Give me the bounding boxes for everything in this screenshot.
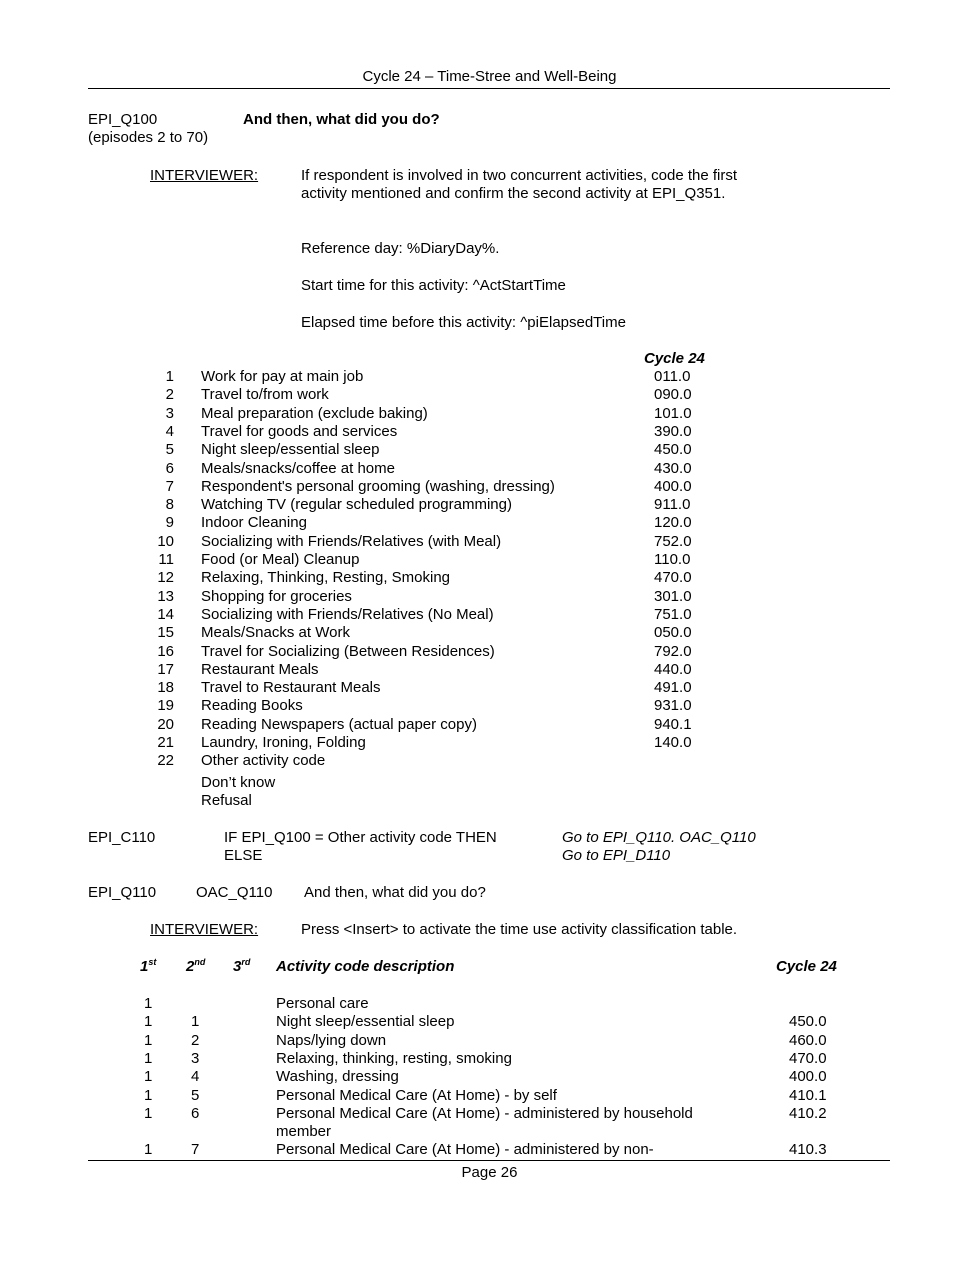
table-header-3rd-sup: rd [241,957,251,967]
activity-cycle-code: 410.1 [789,1086,827,1104]
activity-level1-code: 1 [144,1086,153,1104]
q100-option-label: Indoor Cleaning [201,514,307,532]
q100-option-label: Respondent's personal grooming (washing, dressing) [201,477,555,495]
q100-option-label: Shopping for groceries [201,587,352,605]
q100-option-label: Food (or Meal) Cleanup [201,551,360,568]
table-header-3rd [233,958,250,976]
q100-option-code: 090.0 [654,386,692,404]
activity-description: Night sleep/essential sleep [276,1013,455,1031]
q100-interviewer-label: INTERVIEWER: [150,167,259,184]
q100-option-number: 11 [158,551,174,568]
q100-id: EPI_Q100 [88,111,158,128]
q100-option-row [0,716,979,734]
c110-goto-d110: Go to EPI_D110 [562,847,671,864]
q100-option-label: Travel to Restaurant Meals [201,679,381,697]
q100-option-row [0,697,979,715]
q100-option-row [0,533,979,551]
q100-option-code: 101.0 [654,404,692,422]
table-header-2nd [186,958,205,976]
q100-option-row [0,624,979,642]
page-header-title: Cycle 24 – Time-Stree and Well-Being [362,68,617,85]
q100-option-number: 22 [157,752,174,770]
c110-id: EPI_C110 [88,829,156,846]
activity-cycle-code: 410.3 [789,1141,827,1159]
q100-option-row [0,752,979,770]
q100-option-code: 140.0 [654,734,692,751]
q100-reference-day: Reference day: %DiaryDay%. [301,240,500,257]
c110-else-text: ELSE [224,847,263,864]
activity-level2-code: 5 [191,1086,200,1104]
activity-level1-code: 1 [144,1068,153,1086]
table-header-1st [140,958,156,976]
q100-option-row [0,588,979,606]
table-header-description: Activity code description [276,958,455,975]
q100-option-row [0,386,979,404]
table-header-1st-num: 1 [140,958,149,975]
q100-option-label: Work for pay at main job [201,368,364,385]
q100-option-code: 400.0 [654,477,692,495]
activity-level1-code: 1 [144,1104,153,1122]
activity-cycle-code: 470.0 [789,1049,827,1067]
activity-cycle-code: 450.0 [789,1013,827,1031]
q100-option-row [0,606,979,624]
q100-option-label: Meal preparation (exclude baking) [201,404,428,422]
q100-question: And then, what did you do? [243,111,440,128]
table-header-3rd-num: 3 [233,958,242,975]
q100-option-number: 16 [157,642,174,660]
q100-option-row [0,679,979,697]
q100-option-label: Meals/Snacks at Work [201,624,350,642]
q100-option-row [0,405,979,423]
q100-option-number: 12 [157,569,174,587]
q100-elapsed-time: Elapsed time before this activity: ^piElapsedTime [301,314,626,331]
q100-option-label: Travel for Socializing (Between Residences) [201,642,495,660]
q100-option-code: 430.0 [654,459,692,477]
activity-level2-code: 2 [191,1031,200,1049]
activity-level1-code: 1 [144,1031,153,1049]
q100-option-label: Socializing with Friends/Relatives (No Meal) [201,605,494,623]
q100-option-row [0,368,979,386]
q100-refusal: Refusal [201,792,252,809]
activity-level2-code: 6 [191,1104,200,1122]
q100-option-number: 8 [165,496,174,514]
q100-option-label: Travel to/from work [201,386,329,404]
q100-option-code: 491.0 [654,679,692,697]
q100-option-code: 120.0 [654,514,692,532]
activity-level1-code: 1 [144,1049,153,1067]
q110-question: And then, what did you do? [304,884,486,901]
q100-option-label: Socializing with Friends/Relatives (with Meal) [201,532,502,550]
activity-description: Personal care [276,995,369,1012]
q100-option-row [0,514,979,532]
q100-option-number: 6 [165,459,174,477]
q100-option-code: 011.0 [654,368,691,385]
page-number: Page 26 [461,1164,518,1181]
q100-option-code: 301.0 [654,587,692,605]
q100-option-label: Reading Newspapers (actual paper copy) [201,715,477,733]
q100-option-number: 15 [157,624,174,642]
q110-alt-id: OAC_Q110 [196,884,273,901]
q100-instruction-line2: activity mentioned and confirm the second activity at EPI_Q351. [301,185,726,202]
activity-table-row [0,1105,979,1123]
q100-option-code: 752.0 [654,532,692,550]
activity-table-row [0,1087,979,1105]
q100-option-row [0,478,979,496]
activity-level1-code: 1 [144,995,153,1012]
activity-cycle-code: 460.0 [789,1031,827,1049]
q100-option-label: Other activity code [201,752,326,770]
activity-cycle-code: 410.2 [789,1104,827,1122]
activity-table-row [0,1141,979,1159]
q100-option-row [0,734,979,752]
q100-option-code: 792.0 [654,642,692,660]
q100-option-row [0,496,979,514]
q110-id: EPI_Q110 [88,884,157,901]
q100-dont-know: Don’t know [201,774,276,791]
q100-option-code: 470.0 [654,569,692,587]
q100-option-row [0,551,979,569]
table-header-cycle: Cycle 24 [776,958,837,975]
q100-option-label: Restaurant Meals [201,660,319,678]
activity-description: Washing, dressing [276,1068,399,1086]
q100-option-label: Reading Books [201,697,303,715]
q100-option-number: 19 [157,697,174,715]
activity-level1-code: 1 [144,1141,153,1159]
q100-option-row [0,569,979,587]
activity-table-row [0,1068,979,1086]
c110-if-text: IF EPI_Q100 = Other activity code THEN [224,829,497,846]
q100-start-time: Start time for this activity: ^ActStartTime [301,277,566,294]
q100-option-number: 20 [157,715,174,733]
q100-option-number: 13 [157,587,174,605]
q100-option-row [0,441,979,459]
activity-description: Relaxing, thinking, resting, smoking [276,1049,512,1067]
q100-option-code: 751.0 [654,605,692,623]
q100-option-code: 911.0 [654,496,691,514]
header-rule [88,88,890,89]
c110-goto-q110: Go to EPI_Q110. OAC_Q110 [562,829,756,846]
activity-description: Personal Medical Care (At Home) - administered by non- [276,1141,654,1159]
activity-cycle-code: 400.0 [789,1068,827,1086]
q100-option-code: 050.0 [654,624,692,642]
q100-option-number: 21 [157,734,174,751]
q100-option-number: 1 [165,368,174,385]
q100-option-number: 7 [165,477,174,495]
q100-option-number: 2 [165,386,174,404]
q100-option-code: 940.1 [654,715,692,733]
activity-table-row [0,1032,979,1050]
activity-table-row [0,1123,979,1141]
table-header-2nd-sup: nd [194,957,206,967]
q100-option-number: 9 [165,514,174,532]
table-header-1st-sup: st [148,957,157,967]
q100-episodes: (episodes 2 to 70) [88,129,209,146]
q100-option-code: 390.0 [654,422,692,440]
q100-option-row [0,661,979,679]
q100-option-label: Travel for goods and services [201,422,398,440]
activity-table-row [0,1050,979,1068]
q100-option-label: Laundry, Ironing, Folding [201,734,366,751]
activity-table-row [0,1013,979,1031]
q100-option-row [0,643,979,661]
q100-option-number: 10 [157,532,174,550]
table-header-2nd-num: 2 [186,958,195,975]
q100-option-label: Meals/snacks/coffee at home [201,459,395,477]
activity-level2-code: 4 [191,1068,200,1086]
activity-description: member [276,1123,332,1141]
footer-rule [88,1160,890,1161]
q100-option-code: 931.0 [654,697,692,715]
activity-level1-code: 1 [144,1013,153,1031]
activity-level2-code: 3 [191,1049,200,1067]
activity-description: Naps/lying down [276,1031,387,1049]
q110-interviewer-label: INTERVIEWER: [150,921,259,938]
q100-option-code: 110.0 [654,551,691,568]
q100-option-number: 14 [157,605,174,623]
q100-option-label: Relaxing, Thinking, Resting, Smoking [201,569,451,587]
q100-option-label: Night sleep/essential sleep [201,441,380,459]
activity-description: Personal Medical Care (At Home) - by self [276,1086,557,1104]
q110-instruction: Press <Insert> to activate the time use activity classification table. [301,921,738,938]
q100-option-row [0,423,979,441]
q100-option-label: Watching TV (regular scheduled programming) [201,496,512,514]
q100-option-number: 17 [157,660,174,678]
activity-table-row [0,995,979,1013]
q100-option-code: 440.0 [654,660,692,678]
activity-level2-code: 1 [191,1013,200,1031]
activity-level2-code: 7 [191,1141,200,1159]
q100-instruction-line1: If respondent is involved in two concurrent activities, code the first [301,167,738,184]
q100-option-number: 3 [165,404,174,422]
q100-option-number: 18 [157,679,174,697]
q100-option-number: 4 [165,422,174,440]
q100-option-code: 450.0 [654,441,692,459]
q100-option-number: 5 [165,441,174,459]
activity-description: Personal Medical Care (At Home) - administered by household [276,1104,693,1122]
q100-cycle-header: Cycle 24 [644,350,705,367]
q100-option-row [0,460,979,478]
